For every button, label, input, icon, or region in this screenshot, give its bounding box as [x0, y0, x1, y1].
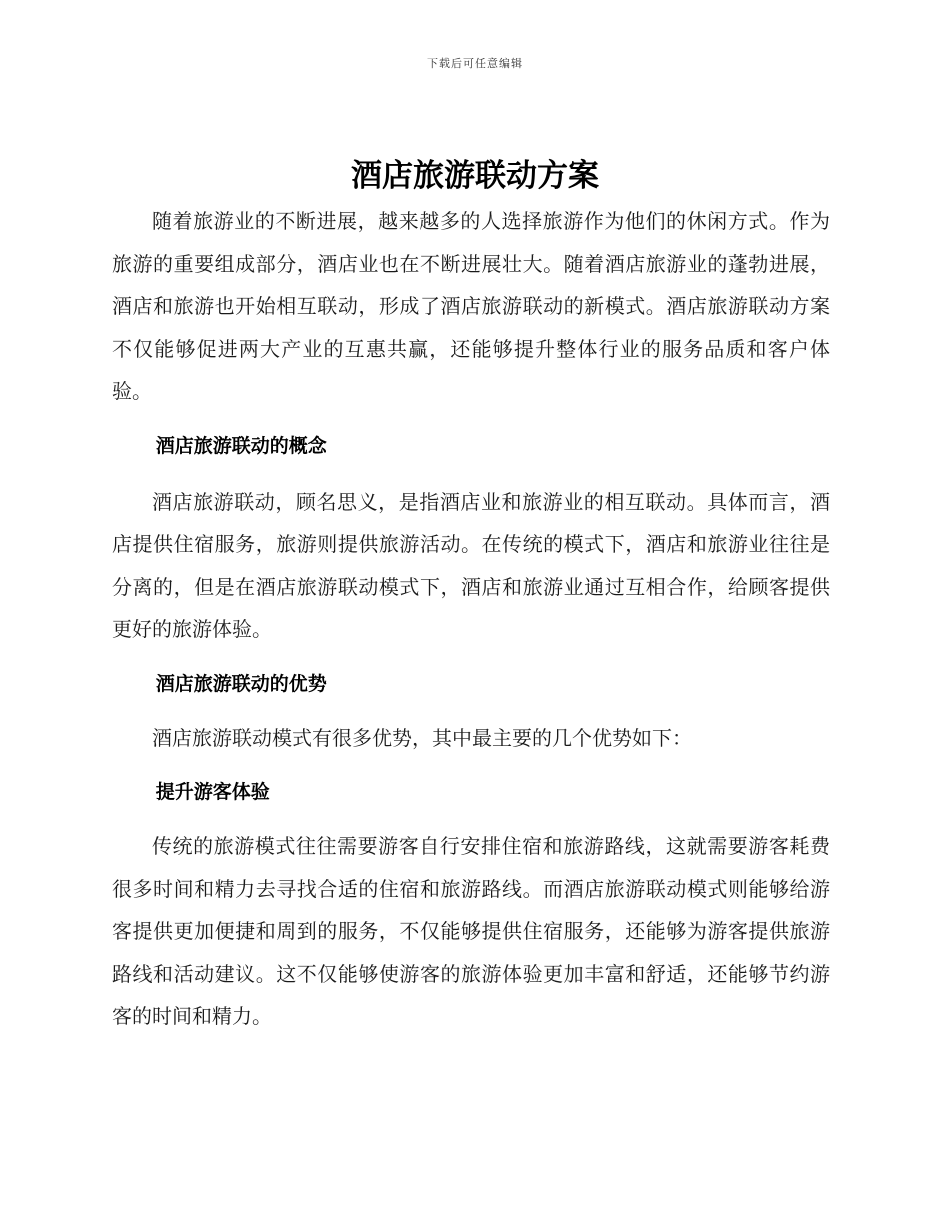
section-heading-concept: 酒店旅游联动的概念 — [155, 434, 327, 457]
document-body — [112, 200, 830, 1038]
page-header-note: 下载后可任意编辑 — [427, 57, 523, 70]
document-title: 酒店旅游联动方案 — [351, 158, 599, 194]
spacer — [112, 651, 830, 663]
spacer — [112, 705, 830, 717]
section-paragraph-advantages: 酒店旅游联动模式有很多优势，其中最主要的几个优势如下： — [152, 725, 692, 750]
spacer — [112, 813, 830, 825]
section-paragraph-concept: 酒店旅游联动，顾名思义，是指酒店业和旅游业的相互联动。具体而言，酒店提供住宿服务，旅游则提供旅游活动。在传统的模式下，酒店和旅游业往往是分离的，但是在酒店旅游联动模式下，酒店和旅游业通过互相合作，给顾客提供更好的旅游体验。 — [112, 489, 830, 641]
section-heading-experience: 提升游客体验 — [155, 781, 270, 803]
section-heading-advantages: 酒店旅游联动的优势 — [155, 672, 327, 695]
intro-paragraph: 随着旅游业的不断进展，越来越多的人选择旅游作为他们的休闲方式。作为旅游的重要组成部分，酒店业也在不断进展壮大。随着酒店旅游业的蓬勃进展，酒店和旅游也开始相互联动，形成了酒店旅游联动的新模式。酒店旅游联动方案不仅能够促进两大产业的互惠共赢，还能够提升整体行业的服务品质和客户体验。 — [112, 209, 830, 403]
section-paragraph-experience: 传统的旅游模式往往需要游客自行安排住宿和旅游路线，这就需要游客耗费很多时间和精力去寻找合适的住宿和旅游路线。而酒店旅游联动模式则能够给游客提供更加便捷和周到的服务，不仅能够提供住宿服务，还能够为游客提供旅游路线和活动建议。这不仅能够使游客的旅游体验更加丰富和舒适，还能够节约游客的时间和精力。 — [112, 834, 830, 1028]
spacer — [112, 759, 830, 771]
spacer — [112, 413, 830, 425]
spacer — [112, 467, 830, 481]
